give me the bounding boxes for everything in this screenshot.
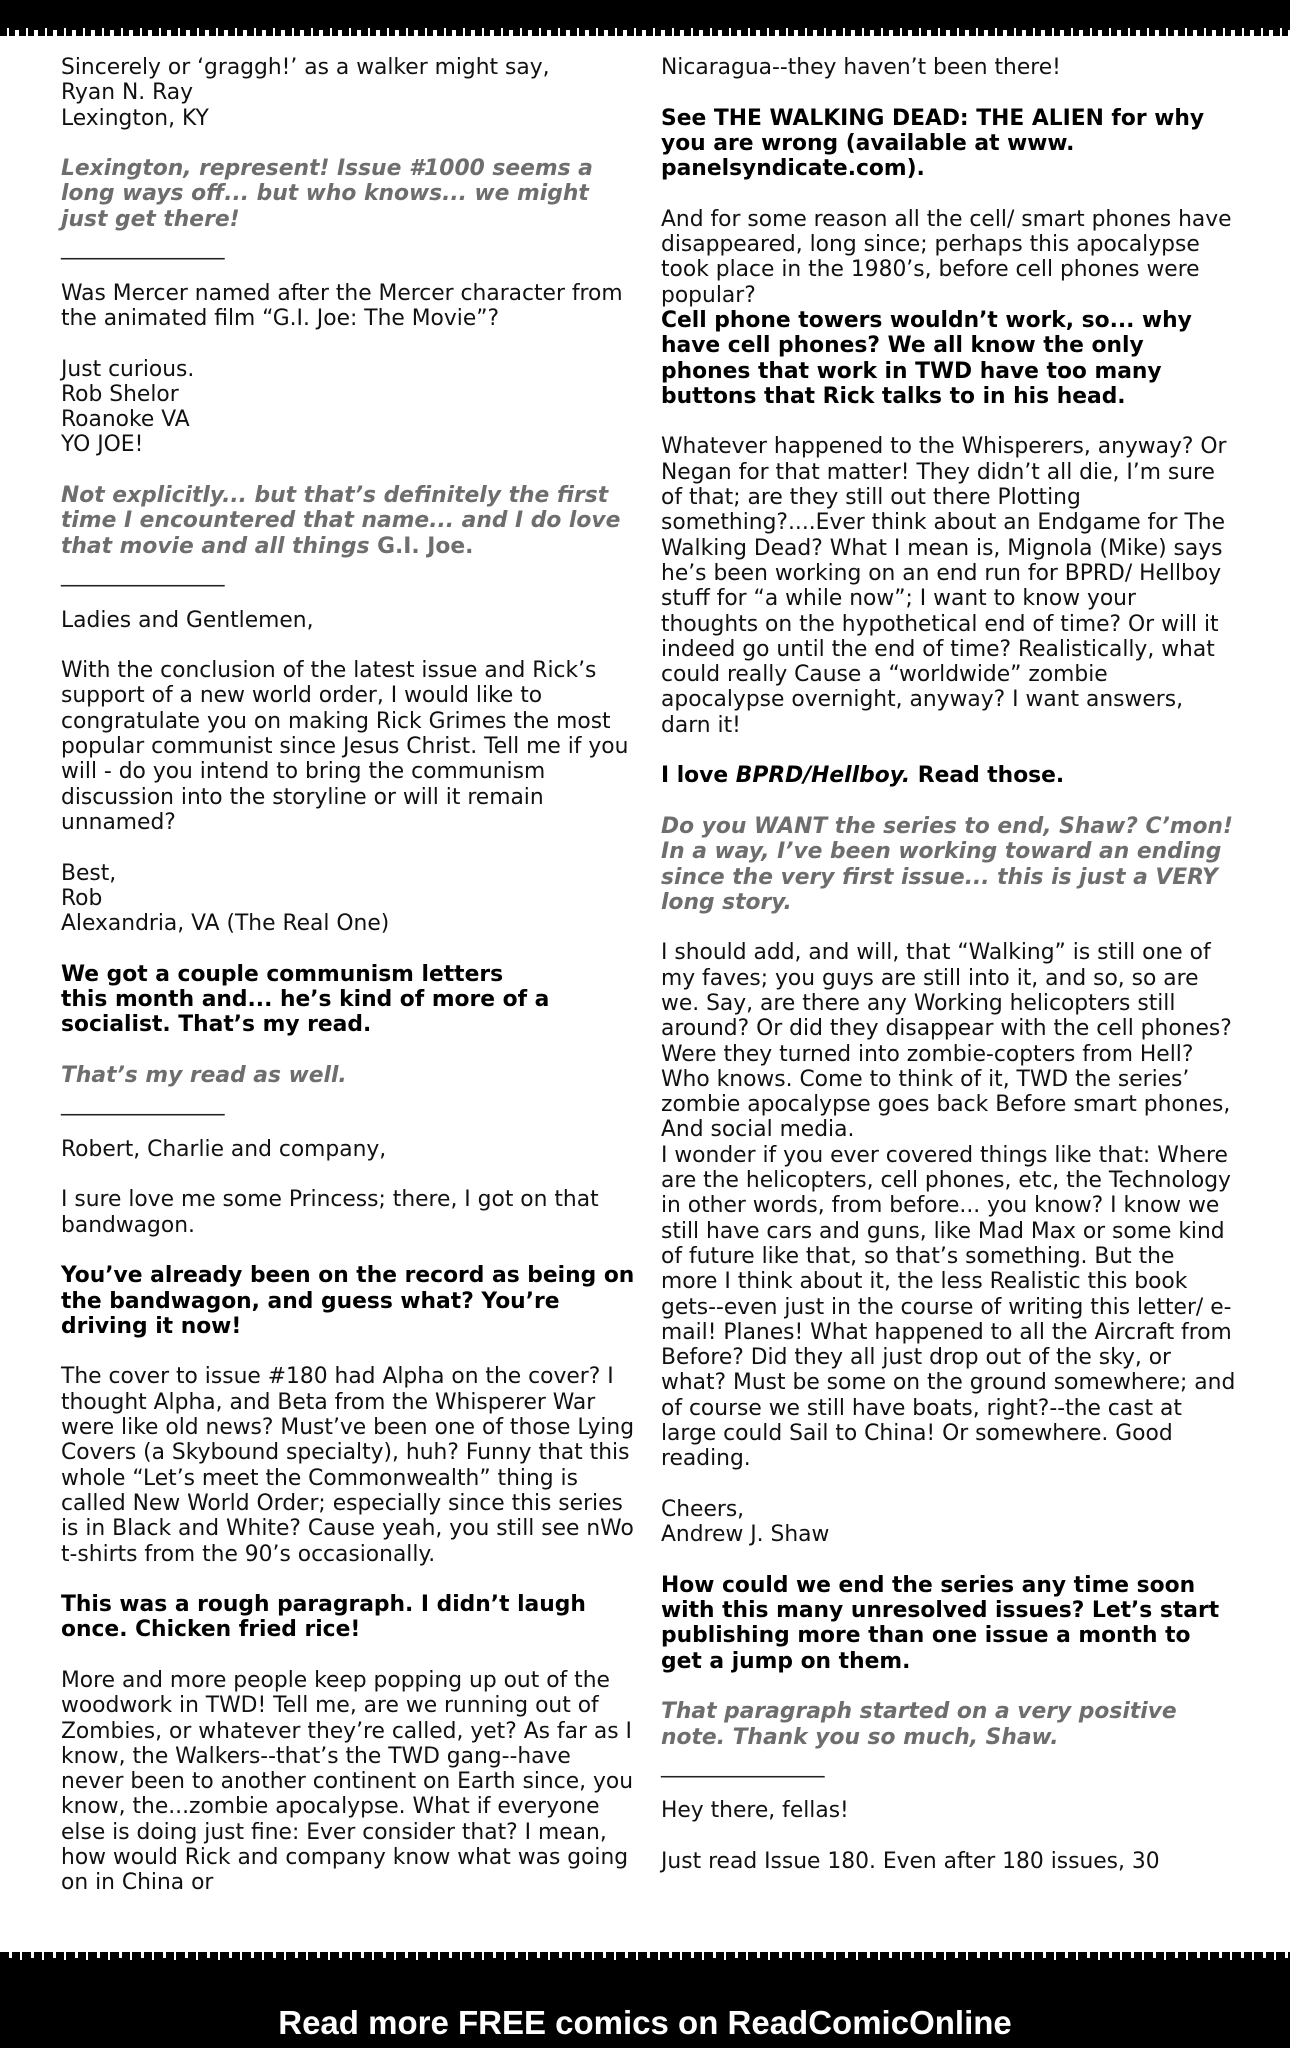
footer-banner-text: Read more FREE comics on ReadComicOnline (278, 2004, 1012, 2041)
letter-signoff-shaw: Cheers, Andrew J. Shaw (661, 1496, 830, 1548)
letter-greeting: Robert, Charlie and company, (61, 1136, 387, 1162)
letter-paragraph: Was Mercer named after the Mercer character from the animated film “G.I. Joe: The Movie”? (61, 280, 623, 331)
editor-reply-bold: How could we end the series any time soon with this many unresolved issues? Let’s start publishing more than one issue a month to get a jump on them. (661, 1572, 1220, 1674)
letter-paragraph: Whatever happened to the Whisperers, anyway? Or Negan for that matter! They didn’t all die, I’m sure of that; are they still out there Plotting something?....Ever think about an Endgame for The Walking Dead? What I mean is, Mignola (Mike) says he’s been working on an end run for BPRD/ Hellboy stuff for “a while now”; I want to know your thoughts on the hypothetical end of time? Or will it indeed go until the end of time? Realistically, what could really Cause a “worldwide” zombie apocalypse overnight, anyway? I want answers, darn it! (661, 434, 1227, 738)
letter-signoff-ray: Sincerely or ‘graggh!’ as a walker might say, Ryan N. Ray Lexington, KY (61, 55, 550, 131)
editor-reply-bold: I love BPRD/Hellboy. Read those. (661, 763, 1065, 789)
editor-reply-bold: You’ve already been on the record as being on the bandwagon, and guess what? You’re driving it now! (61, 1263, 635, 1339)
editor-reply-italic: Lexington, represent! Issue #1000 seems a long ways off... but who knows... we might just get there! (61, 156, 593, 232)
letter-separator: _______________ (661, 1753, 825, 1779)
letter-paragraph: I should add, and will, that “Walking” is still one of my faves; you guys are still into it, and so, so are we. Say, are there any Working helicopters still around? Or did they disappear with the cell phones? Were they turned into zombie-copters from Hell? Who knows. Come to think of it, TWD the series’ zombie apocalypse goes back Before smart phones, And social media. I wonder if you ever covered things like that: Where are the helicopters, cell phones, etc, the Technology in other words, from before... you know? I know we still have cars and guns, like Mad Max or some kind of future like that, so that’s something. But the more I think about it, the less Realistic this book gets--even just in the course of writing this letter/ e-mail! Planes! What happened to all the Aircraft from Before? Did they all just drop out of the sky, or what? Must be some on the ground somewhere; and of course we still have boats, right?--the cast at large could Sail to China! Or somewhere. Good reading. (661, 940, 1236, 1472)
letter-greeting: Hey there, fellas! (661, 1798, 849, 1824)
letters-column-left (61, 55, 636, 1921)
letter-paragraph: I sure love me some Princess; there, I got on that bandwagon. (61, 1187, 599, 1238)
letter-paragraph: Nicaragua--they haven’t been there! (661, 55, 1061, 80)
editor-reply-bold: See THE WALKING DEAD: THE ALIEN for why you are wrong (available at www. panelsyndicate.com). (661, 105, 1205, 182)
letter-paragraph: And for some reason all the cell/ smart phones have disappeared, long since; perhaps this apocalypse took place in the 1980’s, before cell phones were popular? (661, 206, 1232, 308)
letter-paragraph: Just read Issue 180. Even after 180 issues, 30 (661, 1849, 1160, 1875)
letters-column-right (661, 55, 1236, 1900)
editor-reply-italic: Do you WANT the series to end, Shaw? C’mon! In a way, I’ve been working toward an ending since the very first issue... this is just a VERY long story. (661, 813, 1233, 915)
editor-reply-bold: Cell phone towers wouldn’t work, so... why have cell phones? We all know the only phones that work in TWD have too many buttons that Rick talks to in his head. (661, 307, 1192, 409)
editor-reply-italic: Not explicitly... but that’s definitely the first time I encountered that name... and I do love that movie and all things G.I. Joe. (61, 483, 621, 559)
editor-reply-bold: We got a couple communism letters this month and... he’s kind of more of a socialist. That’s my read. (61, 961, 550, 1038)
letter-paragraph: With the conclusion of the latest issue and Rick’s support of a new world order, I would like to congratulate you on making Rick Grimes the most popular communist since Jesus Christ. Tell me if you will - do you intend to bring the communism discussion into the storyline or will it remain unnamed? (61, 658, 629, 835)
letter-paragraph: More and more people keep popping up out of the woodwork in TWD! Tell me, are we running out of Zombies, or whatever they’re called, yet? As far as I know, the Walkers--that’s the TWD gang--have never been to another continent on Earth since, you know, the...zombie apocalypse. What if everyone else is doing just fine: Ever consider that? I mean, how would Rick and company know what was going on in China or (61, 1668, 634, 1896)
editor-reply-italic: That’s my read as well. (61, 1062, 347, 1088)
letter-greeting: Ladies and Gentlemen, (61, 607, 314, 633)
letter-separator: _______________ (61, 235, 225, 261)
letter-signoff-shelor: Just curious. Rob Shelor Roanoke VA YO JOE! (61, 356, 195, 458)
top-torn-border (0, 0, 1290, 30)
letter-separator: _______________ (61, 1091, 225, 1117)
editor-reply-italic: That paragraph started on a very positive note. Thank you so much, Shaw. (661, 1699, 1177, 1750)
editor-reply-bold: This was a rough paragraph. I didn’t laugh once. Chicken fried rice! (61, 1592, 586, 1643)
letter-separator: _______________ (61, 562, 225, 588)
letter-signoff-rob: Best, Rob Alexandria, VA (The Real One) (61, 860, 390, 937)
letter-paragraph: The cover to issue #180 had Alpha on the cover? I thought Alpha, and Beta from the Whisperer War were like old news? Must’ve been one of those Lying Covers (a Skybound specialty), huh? Funny that this whole “Let’s meet the Commonwealth” thing is called New World Order; especially since this series is in Black and White? Cause yeah, you still see nWo t-shirts from the 90’s occasionally. (61, 1364, 635, 1567)
